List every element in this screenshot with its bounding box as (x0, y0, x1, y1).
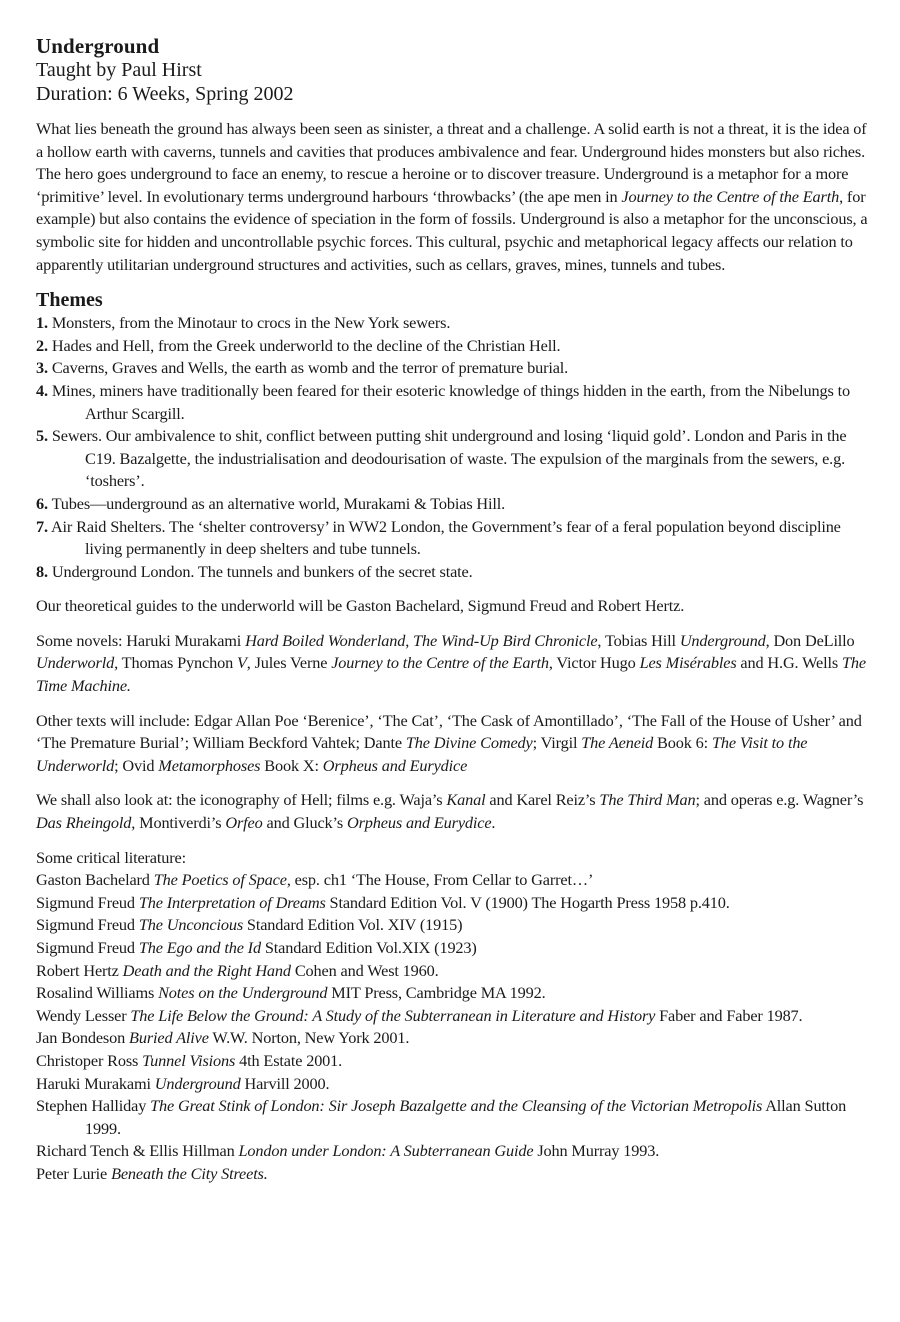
theme-number: 5. (36, 426, 48, 446)
text-run: Gaston Bachelard (36, 870, 154, 890)
text-run: MIT Press, Cambridge MA 1992. (327, 983, 546, 1003)
text-run: and Gluck’s (262, 813, 348, 833)
intro-paragraph (36, 118, 876, 276)
also-look-paragraph (36, 789, 876, 834)
text-run: , Jules Verne (246, 653, 332, 673)
italic-title: Hard Boiled Wonderland (245, 630, 406, 650)
text-run: Richard Tench & Ellis Hillman (36, 1141, 239, 1161)
theme-number: 6. (36, 493, 48, 513)
theme-number: 8. (36, 561, 48, 581)
reference-item (36, 1163, 876, 1186)
text-run: Jan Bondeson (36, 1028, 130, 1048)
text-run: , Victor Hugo (548, 653, 640, 673)
reference-item (36, 1140, 876, 1163)
theme-item (36, 561, 876, 584)
other-texts-paragraph (36, 710, 876, 778)
italic-title: Das Rheingold (36, 813, 132, 833)
italic-title: Orfeo (225, 813, 263, 833)
italic-title: The Ego and the Id (138, 938, 261, 957)
text-run: Stephen Halliday (36, 1096, 151, 1116)
italic-title: The Wind-Up Bird Chronicle (413, 630, 598, 650)
italic-title: The Great Stink of London: Sir Joseph Bazalgette and the Cleansing of the Victorian Metropolis (150, 1096, 763, 1116)
theme-item (36, 516, 876, 561)
italic-title: The Unconcious (138, 915, 244, 935)
text-run: , (405, 630, 414, 650)
italic-title: The Poetics of Space (153, 870, 287, 890)
italic-title: Tunnel Visions (142, 1050, 236, 1070)
italic-title: The Interpretation of Dreams (138, 892, 326, 912)
theme-number: 4. (36, 380, 48, 400)
theme-item (36, 493, 876, 516)
reference-item (36, 1005, 876, 1028)
italic-title: Orpheus and Eurydice (322, 755, 468, 775)
reference-item (36, 914, 876, 937)
italic-title: Death and the Right Hand (122, 960, 291, 980)
italic-title: Orpheus and Eurydice (347, 813, 492, 833)
reference-item (36, 982, 876, 1005)
italic-title: V (236, 653, 247, 673)
novels-paragraph (36, 630, 876, 698)
theme-item (36, 335, 876, 358)
text-run: Sigmund Freud (36, 938, 139, 957)
text-run: Standard Edition Vol. XIV (1915) (243, 915, 463, 935)
text-run: Standard Edition Vol. V (1900) The Hogarth Press 1958 p.410. (325, 892, 730, 912)
text-run: We shall also look at: the iconography of Hell; films e.g. Waja’s (36, 790, 447, 810)
text-run: and Karel Reiz’s (485, 790, 600, 810)
text-run: 4th Estate 2001. (235, 1050, 343, 1070)
italic-title: The Aeneid (581, 733, 654, 753)
themes-list (36, 312, 876, 583)
text-run: ; Ovid (114, 755, 159, 775)
text-run: Sigmund Freud (36, 915, 139, 935)
text-run: Harvill 2000. (240, 1073, 330, 1093)
text-run: W.W. Norton, New York 2001. (208, 1028, 410, 1048)
italic-title: Beneath the City Streets. (111, 1163, 268, 1183)
theme-text: Tubes—underground as an alternative world, Murakami & Tobias Hill. (51, 493, 506, 513)
theme-item (36, 425, 876, 493)
text-run: , Don DeLillo (765, 630, 855, 650)
text-run: Book X: (260, 755, 323, 775)
theme-number: 7. (36, 516, 48, 536)
italic-title: Notes on the Underground (158, 983, 328, 1003)
text-run: Robert Hertz (36, 960, 123, 980)
theme-item (36, 380, 876, 425)
critical-literature-list-secondary (36, 982, 876, 1185)
text-run: Allan Sutton 1999. (85, 1096, 847, 1138)
italic-title: The Visit to the Underworld (36, 733, 808, 775)
text-run: John Murray 1993. (533, 1141, 660, 1161)
text-run: Other texts will include: Edgar Allan Poe ‘Berenice’, ‘The Cat’, ‘The Cask of Amontillado’, ‘The Fall of the House of Usher’ and ‘The Premature Burial’; William Beckford Vahtek; Dante (36, 710, 862, 753)
text-run: Cohen and West 1960. (290, 960, 439, 980)
theoretical-guides-paragraph (36, 595, 876, 618)
text-run: Faber and Faber 1987. (655, 1005, 803, 1025)
italic-title: Les Misérables (639, 653, 737, 673)
text-run: , Montiverdi’s (131, 813, 226, 833)
reference-item (36, 1095, 876, 1140)
text-run: Sigmund Freud (36, 892, 139, 912)
italic-title: Metamorphoses (158, 755, 261, 775)
reference-item (36, 869, 876, 892)
theme-number: 1. (36, 313, 48, 333)
theme-text: Monsters, from the Minotaur to crocs in the New York sewers. (51, 313, 451, 333)
text-run: Rosalind Williams (36, 983, 159, 1003)
text-run: ; and operas e.g. Wagner’s (695, 790, 864, 810)
italic-title: Underworld (36, 653, 115, 673)
reference-item (36, 1050, 876, 1073)
text-run: and H.G. Wells (736, 653, 842, 673)
theme-item (36, 357, 876, 380)
italic-title: London under London: A Subterranean Guide (238, 1141, 534, 1161)
theme-item (36, 312, 876, 335)
text-run: ; Virgil (532, 733, 582, 753)
reference-item (36, 1027, 876, 1050)
text-run: Book 6: (653, 733, 712, 753)
text-run: Christoper Ross (36, 1050, 143, 1070)
text-run: , for example) but also contains the evidence of speciation in the form of fossils. Underground is also a metaphor for the unconscious, a symbolic site for hidden and uncontrollable psychic forces. This cultural, psychic and metaphorical legacy affects our relation to apparently utilitarian underground structures and activities, such as cellars, graves, mines, tunnels and tubes. (36, 186, 868, 274)
text-run: Haruki Murakami (36, 1073, 155, 1093)
theme-number: 3. (36, 358, 48, 378)
italic-title: The Life Below the Ground: A Study of the Subterranean in Literature and History (130, 1005, 656, 1025)
italic-title: The Time Machine. (36, 653, 866, 696)
course-duration: Duration: 6 Weeks, Spring 2002 (36, 83, 294, 105)
italic-title: Journey to the Centre of the Earth (331, 653, 549, 673)
italic-title: The Third Man (599, 790, 696, 810)
text-run: Standard Edition Vol.XIX (1923) (260, 938, 477, 957)
italic-title: Underground (679, 630, 766, 650)
theme-number: 2. (36, 335, 48, 355)
reference-item (36, 960, 876, 983)
reference-item (36, 892, 876, 915)
text-run: . (491, 813, 496, 833)
critical-literature-list-primary (36, 869, 876, 982)
italic-title: Underground (154, 1073, 241, 1093)
text-run: Wendy Lesser (36, 1005, 131, 1025)
italic-title: Buried Alive (129, 1028, 209, 1048)
italic-title: Journey to the Centre of the Earth (621, 186, 840, 206)
italic-title: The Divine Comedy (405, 733, 533, 753)
course-title: Underground (36, 34, 160, 58)
theme-text: Hades and Hell, from the Greek underworld to the decline of the Christian Hell. (51, 335, 561, 355)
themes-heading: Themes (36, 289, 103, 312)
reference-item (36, 1073, 876, 1096)
theme-text: Mines, miners have traditionally been feared for their esoteric knowledge of things hidden in the earth, from the Nibelungs to Arthur Scargill. (51, 380, 850, 423)
critical-literature-heading: Some critical literature: (36, 847, 186, 867)
text-run: Peter Lurie (36, 1163, 112, 1183)
text-run: What lies beneath the ground has always been seen as sinister, a threat and a challenge. A solid earth is not a threat, it is the idea of a hollow earth with caverns, tunnels and cavities that produces ambivalence and fear. Underground hides monsters but also riches. The hero goes underground to face an enemy, to rescue a heroine or to discover treasure. Underground is a metaphor for a more ‘primitive’ level. In evolutionary terms underground harbours ‘throwbacks’ (the ape men in (36, 119, 867, 206)
text-run: Our theoretical guides to the underworld will be Gaston Bachelard, Sigmund Freud and Robert Hertz. (36, 596, 685, 616)
text-run: Some novels: Haruki Murakami (36, 630, 246, 650)
reference-item (36, 937, 876, 960)
italic-title: Kanal (446, 790, 486, 810)
text-run: , Thomas Pynchon (114, 653, 237, 673)
theme-text: Caverns, Graves and Wells, the earth as womb and the terror of premature burial. (51, 358, 569, 378)
text-run: , esp. ch1 ‘The House, From Cellar to Garret…’ (286, 870, 594, 890)
text-run: , Tobias Hill (597, 630, 680, 650)
theme-text: Underground London. The tunnels and bunkers of the secret state. (51, 561, 473, 581)
course-teacher: Taught by Paul Hirst (36, 59, 202, 81)
theme-text: Sewers. Our ambivalence to shit, conflict between putting shit underground and losing ‘liquid gold’. London and Paris in the C19. Bazalgette, the industrialisation and deodourisation of waste. The expulsion of the marginals from the sewers, e.g. ‘toshers’. (51, 426, 847, 491)
theme-text: Air Raid Shelters. The ‘shelter controversy’ in WW2 London, the Government’s fear of a feral population beyond discipline living permanently in deep shelters and tube tunnels. (50, 516, 841, 559)
